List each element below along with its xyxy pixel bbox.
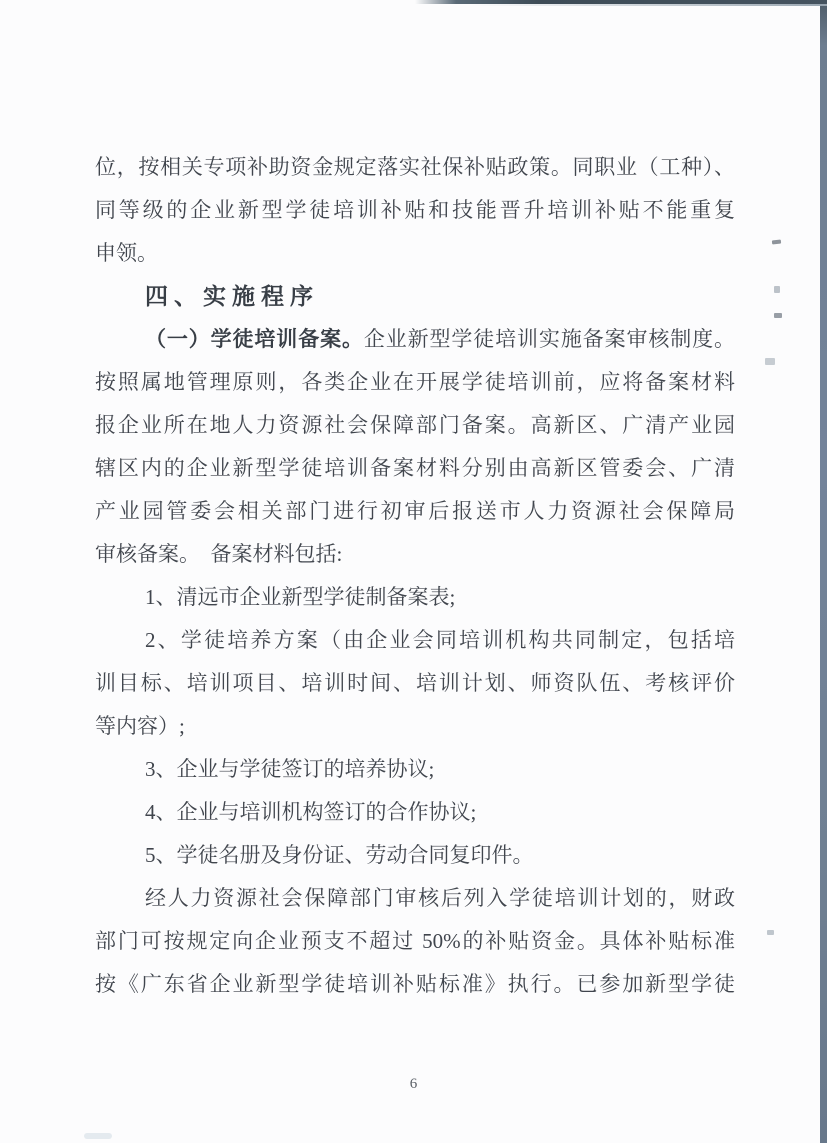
text-line: 按照属地管理原则，各类企业在开展学徒培训前，应将备案材料 <box>95 370 735 394</box>
scan-artifact <box>765 358 775 365</box>
text-line: 等内容）; <box>95 714 185 738</box>
scan-artifact <box>772 240 781 245</box>
text-line: 训目标、培训项目、培训时间、培训计划、师资队伍、考核评价 <box>95 671 735 695</box>
page-number: 6 <box>409 1076 418 1092</box>
scan-artifact <box>84 1133 112 1139</box>
text-line: （一）学徒培训备案。企业新型学徒培训实施备案审核制度。 <box>145 327 736 351</box>
scan-edge-top-soft <box>470 4 827 6</box>
section-heading: 四、实施程序 <box>145 283 319 309</box>
scan-artifact <box>767 930 774 935</box>
text-line: 4、企业与培训机构签订的合作协议; <box>145 800 477 824</box>
text-line: 3、企业与学徒签订的培养协议; <box>145 757 435 781</box>
text-line: 1、清远市企业新型学徒制备案表; <box>145 585 456 609</box>
text-line: 审核备案。 备案材料包括: <box>95 542 343 566</box>
text-line: 辖区内的企业新型学徒培训备案材料分别由高新区管委会、广清 <box>95 456 735 480</box>
text-line: 申领。 <box>95 241 158 265</box>
text-line: 按《广东省企业新型学徒培训补贴标准》执行。已参加新型学徒 <box>95 972 735 996</box>
text-line: 位，按相关专项补助资金规定落实社保补贴政策。同职业（工种）、 <box>95 155 735 179</box>
bold-lead: （一）学徒培训备案。 <box>145 327 364 351</box>
text-line: 报企业所在地人力资源社会保障部门备案。高新区、广清产业园 <box>95 413 735 437</box>
text-line: 部门可按规定向企业预支不超过 50%的补贴资金。具体补贴标准 <box>95 929 735 953</box>
scan-edge-right <box>820 0 827 1143</box>
scan-artifact <box>774 286 780 293</box>
text-line: 产业园管委会相关部门进行初审后报送市人力资源社会保障局 <box>95 499 735 523</box>
text-line: 2、学徒培养方案（由企业会同培训机构共同制定，包括培 <box>145 628 735 652</box>
text-line: 5、学徒名册及身份证、劳动合同复印件。 <box>145 843 534 867</box>
text-line: 经人力资源社会保障部门审核后列入学徒培训计划的，财政 <box>145 886 735 910</box>
scan-artifact <box>774 313 782 318</box>
text-line: 同等级的企业新型学徒培训补贴和技能晋升培训补贴不能重复 <box>95 198 735 222</box>
document-body <box>95 146 735 1006</box>
